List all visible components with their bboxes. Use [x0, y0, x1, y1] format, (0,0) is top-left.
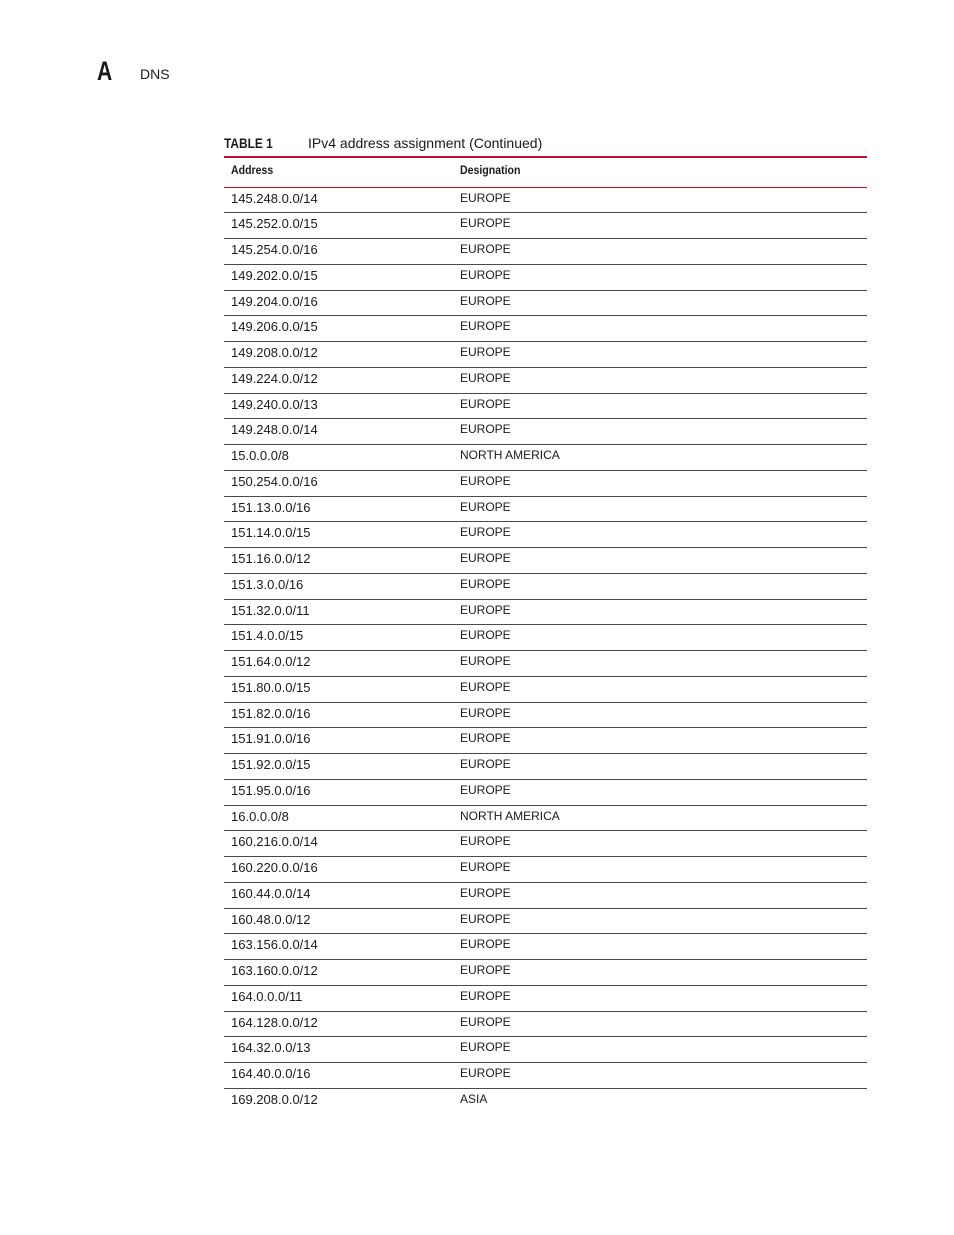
column-header-address-label: Address — [231, 163, 274, 177]
address-cell: 145.252.0.0/15 — [224, 213, 453, 239]
address-cell: 149.240.0.0/13 — [224, 393, 453, 419]
table-row — [224, 779, 867, 805]
address-cell: 151.32.0.0/11 — [224, 599, 453, 625]
designation-cell: EUROPE — [453, 676, 867, 702]
designation-cell: ASIA — [460, 1091, 488, 1106]
designation-cell: EUROPE — [453, 702, 867, 728]
table-row — [224, 419, 867, 445]
designation-cell: EUROPE — [453, 290, 867, 316]
table-row — [224, 264, 867, 290]
address-cell: 149.206.0.0/15 — [224, 316, 453, 342]
table-row — [224, 573, 867, 599]
address-cell: 160.216.0.0/14 — [224, 831, 453, 857]
table-row — [224, 290, 867, 316]
designation-cell: EUROPE — [453, 651, 867, 677]
table-caption — [224, 135, 867, 157]
table-row — [224, 470, 867, 496]
designation-cell: EUROPE — [453, 393, 867, 419]
address-cell: 151.14.0.0/15 — [224, 522, 453, 548]
table-row — [224, 342, 867, 368]
table-body — [224, 187, 867, 1114]
table-row — [224, 805, 867, 831]
designation-cell: EUROPE — [453, 213, 867, 239]
table-row — [224, 213, 867, 239]
address-cell: 151.3.0.0/16 — [224, 573, 453, 599]
table-row — [224, 239, 867, 265]
designation-cell: NORTH AMERICA — [453, 805, 867, 831]
address-cell: 163.156.0.0/14 — [224, 934, 453, 960]
table-row — [224, 1037, 867, 1063]
table-row — [224, 676, 867, 702]
designation-cell: EUROPE — [453, 754, 867, 780]
designation-cell: EUROPE — [453, 264, 867, 290]
table-row — [224, 367, 867, 393]
designation-cell: EUROPE — [453, 187, 867, 213]
address-cell: 163.160.0.0/12 — [224, 960, 453, 986]
address-cell: 164.40.0.0/16 — [224, 1063, 453, 1089]
address-cell: 160.48.0.0/12 — [224, 908, 453, 934]
column-header-designation — [453, 158, 867, 187]
designation-cell: NORTH AMERICA — [453, 445, 867, 471]
address-cell: 149.248.0.0/14 — [224, 419, 453, 445]
column-header-address — [224, 158, 453, 187]
address-cell: 149.202.0.0/15 — [224, 264, 453, 290]
chapter-name: DNS — [140, 66, 170, 82]
address-cell: 151.4.0.0/15 — [224, 625, 453, 651]
table-row — [224, 1088, 867, 1114]
address-cell: 164.128.0.0/12 — [224, 1011, 453, 1037]
address-cell: 149.208.0.0/12 — [224, 342, 453, 368]
table-row — [224, 831, 867, 857]
table-row — [224, 1011, 867, 1037]
address-cell: 150.254.0.0/16 — [224, 470, 453, 496]
address-cell: 145.248.0.0/14 — [224, 187, 453, 213]
designation-cell: EUROPE — [453, 599, 867, 625]
designation-cell: EUROPE — [453, 934, 867, 960]
address-cell: 151.16.0.0/12 — [224, 548, 453, 574]
table-row — [224, 393, 867, 419]
table-row — [224, 522, 867, 548]
table-row — [224, 985, 867, 1011]
table-row — [224, 960, 867, 986]
designation-cell: EUROPE — [453, 882, 867, 908]
table-row — [224, 548, 867, 574]
address-cell: 151.64.0.0/12 — [224, 651, 453, 677]
address-cell: 151.80.0.0/15 — [224, 676, 453, 702]
designation-cell: EUROPE — [453, 573, 867, 599]
address-cell: 149.224.0.0/12 — [224, 367, 453, 393]
column-header-designation-label: Designation — [460, 163, 521, 177]
designation-cell: EUROPE — [453, 419, 867, 445]
table-row — [224, 908, 867, 934]
designation-cell: EUROPE — [453, 831, 867, 857]
designation-cell: EUROPE — [453, 1063, 867, 1089]
table-row — [224, 934, 867, 960]
table-row — [224, 754, 867, 780]
table-row — [224, 882, 867, 908]
designation-cell: EUROPE — [453, 728, 867, 754]
table-label: TABLE 1 — [224, 135, 273, 151]
table-row — [224, 728, 867, 754]
designation-cell: EUROPE — [453, 857, 867, 883]
designation-cell: EUROPE — [453, 470, 867, 496]
table-row — [224, 599, 867, 625]
table-row — [224, 187, 867, 213]
table-row — [224, 316, 867, 342]
designation-cell: EUROPE — [453, 548, 867, 574]
table-row — [224, 857, 867, 883]
designation-cell: EUROPE — [453, 960, 867, 986]
address-cell: 160.44.0.0/14 — [224, 882, 453, 908]
address-cell: 15.0.0.0/8 — [224, 445, 453, 471]
designation-cell: EUROPE — [453, 1037, 867, 1063]
address-cell: 169.208.0.0/12 — [231, 1091, 318, 1107]
table-row — [224, 702, 867, 728]
address-cell: 16.0.0.0/8 — [224, 805, 453, 831]
table-row — [224, 1063, 867, 1089]
table-row — [224, 651, 867, 677]
address-cell: 164.32.0.0/13 — [224, 1037, 453, 1063]
address-cell: 160.220.0.0/16 — [224, 857, 453, 883]
ipv4-table-container — [224, 156, 867, 1114]
address-cell: 151.82.0.0/16 — [224, 702, 453, 728]
ipv4-address-table — [224, 158, 867, 1114]
address-cell: 151.13.0.0/16 — [224, 496, 453, 522]
address-cell: 151.92.0.0/15 — [224, 754, 453, 780]
table-row — [224, 496, 867, 522]
designation-cell: EUROPE — [453, 316, 867, 342]
designation-cell: EUROPE — [453, 1011, 867, 1037]
address-cell: 145.254.0.0/16 — [224, 239, 453, 265]
designation-cell: EUROPE — [453, 239, 867, 265]
designation-cell: EUROPE — [453, 908, 867, 934]
address-cell: 151.91.0.0/16 — [224, 728, 453, 754]
designation-cell: EUROPE — [453, 985, 867, 1011]
designation-cell: EUROPE — [453, 367, 867, 393]
table-row — [224, 445, 867, 471]
table-title: IPv4 address assignment (Continued) — [308, 135, 543, 151]
designation-cell: EUROPE — [453, 779, 867, 805]
address-cell: 151.95.0.0/16 — [224, 779, 453, 805]
table-header-row — [224, 158, 867, 187]
chapter-letter: A — [97, 56, 113, 86]
address-cell: 164.0.0.0/11 — [224, 985, 453, 1011]
designation-cell: EUROPE — [453, 496, 867, 522]
designation-cell: EUROPE — [453, 625, 867, 651]
designation-cell: EUROPE — [453, 522, 867, 548]
address-cell: 149.204.0.0/16 — [224, 290, 453, 316]
designation-cell: EUROPE — [453, 342, 867, 368]
table-row — [224, 625, 867, 651]
